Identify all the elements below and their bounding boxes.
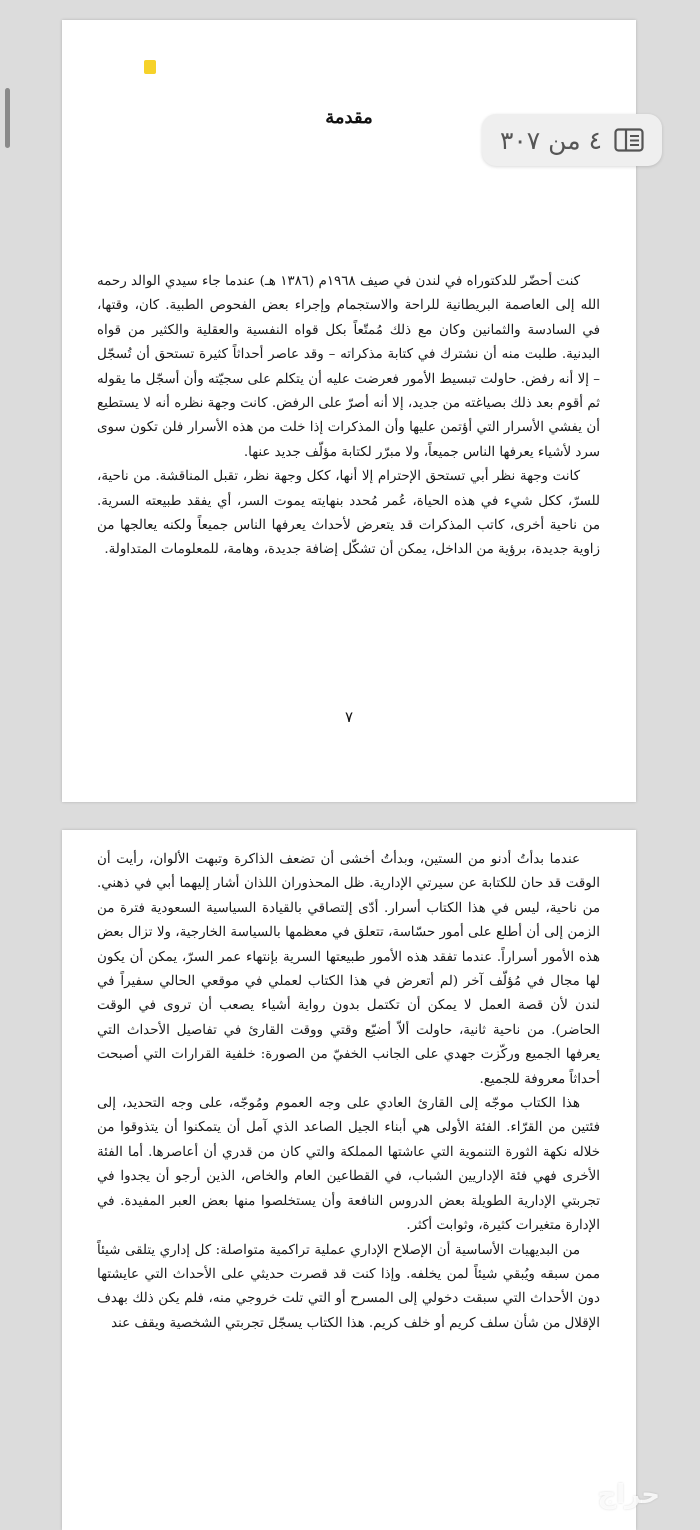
- page-indicator[interactable]: [482, 114, 662, 166]
- page-2-body: [97, 848, 600, 1336]
- page-title: مقدمة: [325, 107, 373, 128]
- document-page-2: [62, 830, 636, 1530]
- page-1-body: [97, 270, 600, 563]
- page-number: ٧: [344, 708, 354, 726]
- paragraph: كنت أحضّر للدكتوراه في لندن في صيف ١٩٦٨م (١٣٨٦ هـ) عندما جاء سيدي الوالد رحمه الله إلى العاصمة البريطانية للراحة والاستجمام وإجراء بعض الفحوص الطبية. كان، وقتها، في السادسة والثمانين وكان مع ذلك مُمتّعاً بكل قواه النفسية والعقلية والكثير من قواه البدنية. طلبت منه أن نشترك في كتابة مذكراته – وقد عاصر أحداثاً كثيرة تستحق أن تُسجّل – إلا أنه رفض. حاولت تبسيط الأمور فعرضت عليه أن يتكلم على سجيّته وأن أسجّل ما يقوله ثم أقوم بعد ذلك بصياغته من جديد، إلا أنه أصرّ على الرفض. كانت وجهة نظره أنه لا يستطيع أن يفشي الأسرار التي أؤتمن عليها وأن المذكرات إذا خلت من هذه الأسرار فلن تكون سوى سرد لأشياء يعرفها الناس جميعاً، ولا مبرّر لكتابة مؤلّف جديد عنها.: [97, 274, 600, 460]
- watermark: حراج: [597, 1480, 660, 1510]
- paragraph: من البديهيات الأساسية أن الإصلاح الإداري عملية تراكمية متواصلة: كل إداري يتلقى شيئاً ممن سبقه ويُبقي شيئاً لمن يخلفه. وإذا كنت قد قصرت حديثي على الأحداث التي عايشتها دون الأحداث التي سبقت دخولي إلى المسرح أو التي تلت خروجي منه، فلم يكن ذلك بهدف الإقلال من شأن سلف كريم أو خلف كريم. هذا الكتاب يسجّل تجربتي الشخصية ويقف عند: [97, 1242, 600, 1331]
- paragraph: هذا الكتاب موجّه إلى القارئ العادي على وجه العموم ومُوجّه، على وجه التحديد، إلى فئتين من القرّاء. الفئة الأولى هي أبناء الجيل الصاعد الذي آمل أن يتمكنوا أن يتذوقوا من خلاله نكهة الثورة التنموية التي عاشتها المملكة والتي كان من قدري أن أعاصرها. أما الفئة الأخرى فهي فئة الإداريين الشباب، في القطاعين العام والخاص، الذين أرجو أن يجدوا في تجربتي الإدارية الطويلة بعض الدروس النافعة وأن يستخلصوا منها بعض العبر المفيدة. في الإدارة متغيرات كثيرة، وثوابت أكثر.: [97, 1096, 600, 1234]
- scrollbar-thumb[interactable]: [5, 88, 10, 148]
- pages-icon: [614, 128, 644, 152]
- paragraph: كانت وجهة نظر أبي تستحق الإحترام إلا أنها، ككل وجهة نظر، تقبل المناقشة. من ناحية، للسرّ، ككل شيء في هذه الحياة، عُمر مُحدد بنهايته يموت السر، أي يفقد طبيعته السرية. من ناحية أخرى، كاتب المذكرات قد يتعرض لأحداث يعرفها الناس جميعاً ولكنه يعالجها من زاوية جديدة، برؤية من الداخل، يمكن أن تشكّل إضافة جديدة، وهامة، للمعلومات المتداولة.: [97, 469, 600, 558]
- paragraph: عندما بدأتُ أدنو من الستين، وبدأتُ أخشى أن تضعف الذاكرة وتبهت الألوان، رأيت أن الوقت قد حان للكتابة عن سيرتي الإدارية. ظل المحذوران اللذان أشار إليهما أبي في ذهني. من ناحية، ليس في هذا الكتاب أسرار. أدّى إلتصاقي بالقيادة السياسية السعودية فترة من الزمن إلى أن أطلع على أمور حسّاسة، تتعلق في معظمها بالسياسة الخارجية، ولا تزال بعض هذه الأمور أسراراً. عندما تفقد هذه الأمور طبيعتها السرية بإنتهاء عمر السرّ، يمكن أن يكون لها مجال في مُؤلّف آخر (لم أتعرض في هذا الكتاب لعملي في موقعي الحالي سفيراً في لندن لأن قصة العمل لا يمكن أن تكتمل بدون رواية أشياء يصعب أن تروى في الوقت الحاضر). من ناحية ثانية، حاولت ألاّ أضيّع وقتي ووقت القارئ في تفاصيل الأحداث التي يعرفها الجميع وركّزت جهدي على الجانب الخفيّ من الصورة: خلفية القرارات التي أصبحت أحداثاً معروفة للجميع.: [97, 852, 600, 1087]
- bookmark-icon[interactable]: [144, 60, 156, 74]
- page-indicator-text: ٤ من ٣٠٧: [499, 125, 602, 155]
